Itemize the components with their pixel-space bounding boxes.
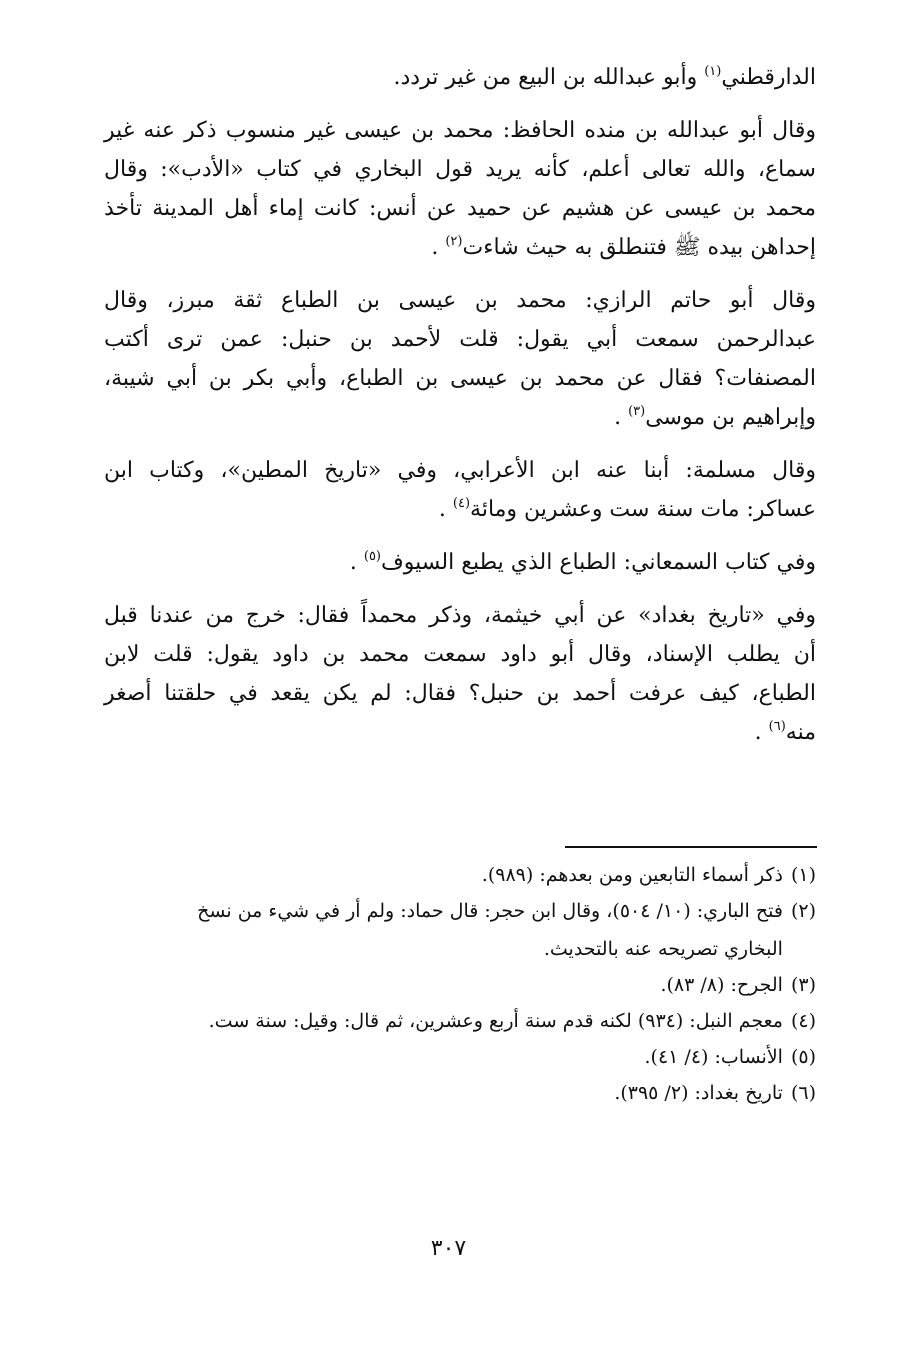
paragraph-2 bbox=[104, 111, 816, 267]
footnote-ref-2[interactable]: (٢) bbox=[445, 234, 463, 249]
footnote-number: (٤) bbox=[790, 1010, 816, 1032]
paragraph-6 bbox=[104, 596, 816, 752]
text-line: عساكر: مات سنة ست وعشرين ومائة$^{(٤)}$ . bbox=[438, 496, 816, 522]
footnote-number: (١) bbox=[790, 864, 816, 886]
footnote-number: (٣) bbox=[790, 974, 816, 996]
footnote-item bbox=[104, 1008, 816, 1034]
footnote-continuation: البخاري تصريحه عنه بالتحديث. bbox=[543, 938, 783, 960]
footnote-ref-5[interactable]: (٥) bbox=[363, 549, 381, 564]
footnote-number: (٢) bbox=[790, 900, 816, 922]
text-line: وفي «تاريخ بغداد» عن أبي خيثمة، وذكر محمداً فقال: خرج من عندنا قبل bbox=[104, 603, 816, 628]
text-line: الطباع، كيف عرفت أحمد بن حنبل؟ فقال: لم يكن يقعد في حلقتنا أصغر bbox=[104, 681, 816, 706]
footnote-item bbox=[104, 862, 816, 888]
footnote-text: الجرح: (٨/ ٨٣). bbox=[660, 974, 783, 996]
text-line: عبدالرحمن سمعت أبي يقول: قلت لأحمد بن حنبل: عمن ترى أكتب bbox=[104, 327, 816, 352]
text-line: المصنفات؟ فقال عن محمد بن عيسى بن الطباع، وأبي بكر بن أبي شيبة، bbox=[104, 366, 816, 391]
text-line: إحداهن بيده ﷺ فتنطلق به حيث شاءت$^{(٢)}$ . bbox=[431, 234, 816, 260]
text-line: سماع، والله تعالى أعلم، كأنه يريد قول البخاري في كتاب «الأدب»: وقال bbox=[104, 157, 816, 182]
text-line: الدارقطني$^{(١)}$ وأبو عبدالله بن البيع من غير تردد. bbox=[393, 64, 816, 90]
footnote-item bbox=[104, 898, 816, 962]
text-line: وقال أبو عبدالله بن منده الحافظ: محمد بن عيسى غير منسوب ذكر عنه غير bbox=[104, 118, 816, 143]
footnote-ref-6[interactable]: (٦) bbox=[768, 719, 786, 734]
footnotes bbox=[104, 862, 816, 1116]
paragraph-3 bbox=[104, 281, 816, 437]
footnote-ref-3[interactable]: (٣) bbox=[628, 404, 646, 419]
footnote-text: ذكر أسماء التابعين ومن بعدهم: (٩٨٩). bbox=[481, 864, 783, 886]
footnote-item bbox=[104, 972, 816, 998]
footnote-item bbox=[104, 1080, 816, 1106]
text-line: وقال أبو حاتم الرازي: محمد بن عيسى بن الطباع ثقة مبرز، وقال bbox=[104, 288, 816, 313]
footnote-text: الأنساب: (٤/ ٤١). bbox=[644, 1046, 783, 1068]
text-line: وإبراهيم بن موسى$^{(٣)}$ . bbox=[614, 404, 816, 430]
footnote-ref-4[interactable]: (٤) bbox=[452, 496, 471, 511]
text-line: أن يطلب الإسناد، وقال أبو داود سمعت محمد بن داود يقول: قلت لابن bbox=[104, 642, 816, 667]
paragraph-5 bbox=[104, 543, 816, 582]
paragraph-1 bbox=[104, 58, 816, 97]
footnote-text: فتح الباري: (١٠/ ٥٠٤)، وقال ابن حجر: قال حماد: ولم أر في شيء من نسخ البخاري تصريحه عنه بالتحديث. bbox=[104, 898, 783, 962]
text-line: وفي كتاب السمعاني: الطباع الذي يطبع السيوف$^{(٥)}$ . bbox=[349, 549, 816, 575]
footnote-item bbox=[104, 1044, 816, 1070]
footnote-separator bbox=[565, 846, 817, 848]
paragraph-4 bbox=[104, 451, 816, 529]
footnote-ref-1[interactable]: (١) bbox=[704, 64, 722, 79]
footnote-number: (٥) bbox=[790, 1046, 816, 1068]
page-number: ٣٠٧ bbox=[430, 1236, 467, 1261]
text-line: منه$^{(٦)}$ . bbox=[754, 719, 816, 745]
footnote-text: معجم النبل: (٩٣٤) لكنه قدم سنة أربع وعشرين، ثم قال: وقيل: سنة ست. bbox=[208, 1010, 783, 1032]
footnote-number: (٦) bbox=[790, 1082, 816, 1104]
main-text bbox=[104, 58, 816, 766]
text-line: محمد بن عيسى عن هشيم عن حميد عن أنس: كانت إماء أهل المدينة تأخذ bbox=[104, 196, 816, 221]
footnote-text: تاريخ بغداد: (٢/ ٣٩٥). bbox=[614, 1082, 783, 1104]
text-line: وقال مسلمة: أبنا عنه ابن الأعرابي، وفي «تاريخ المطين»، وكتاب ابن bbox=[104, 458, 817, 483]
